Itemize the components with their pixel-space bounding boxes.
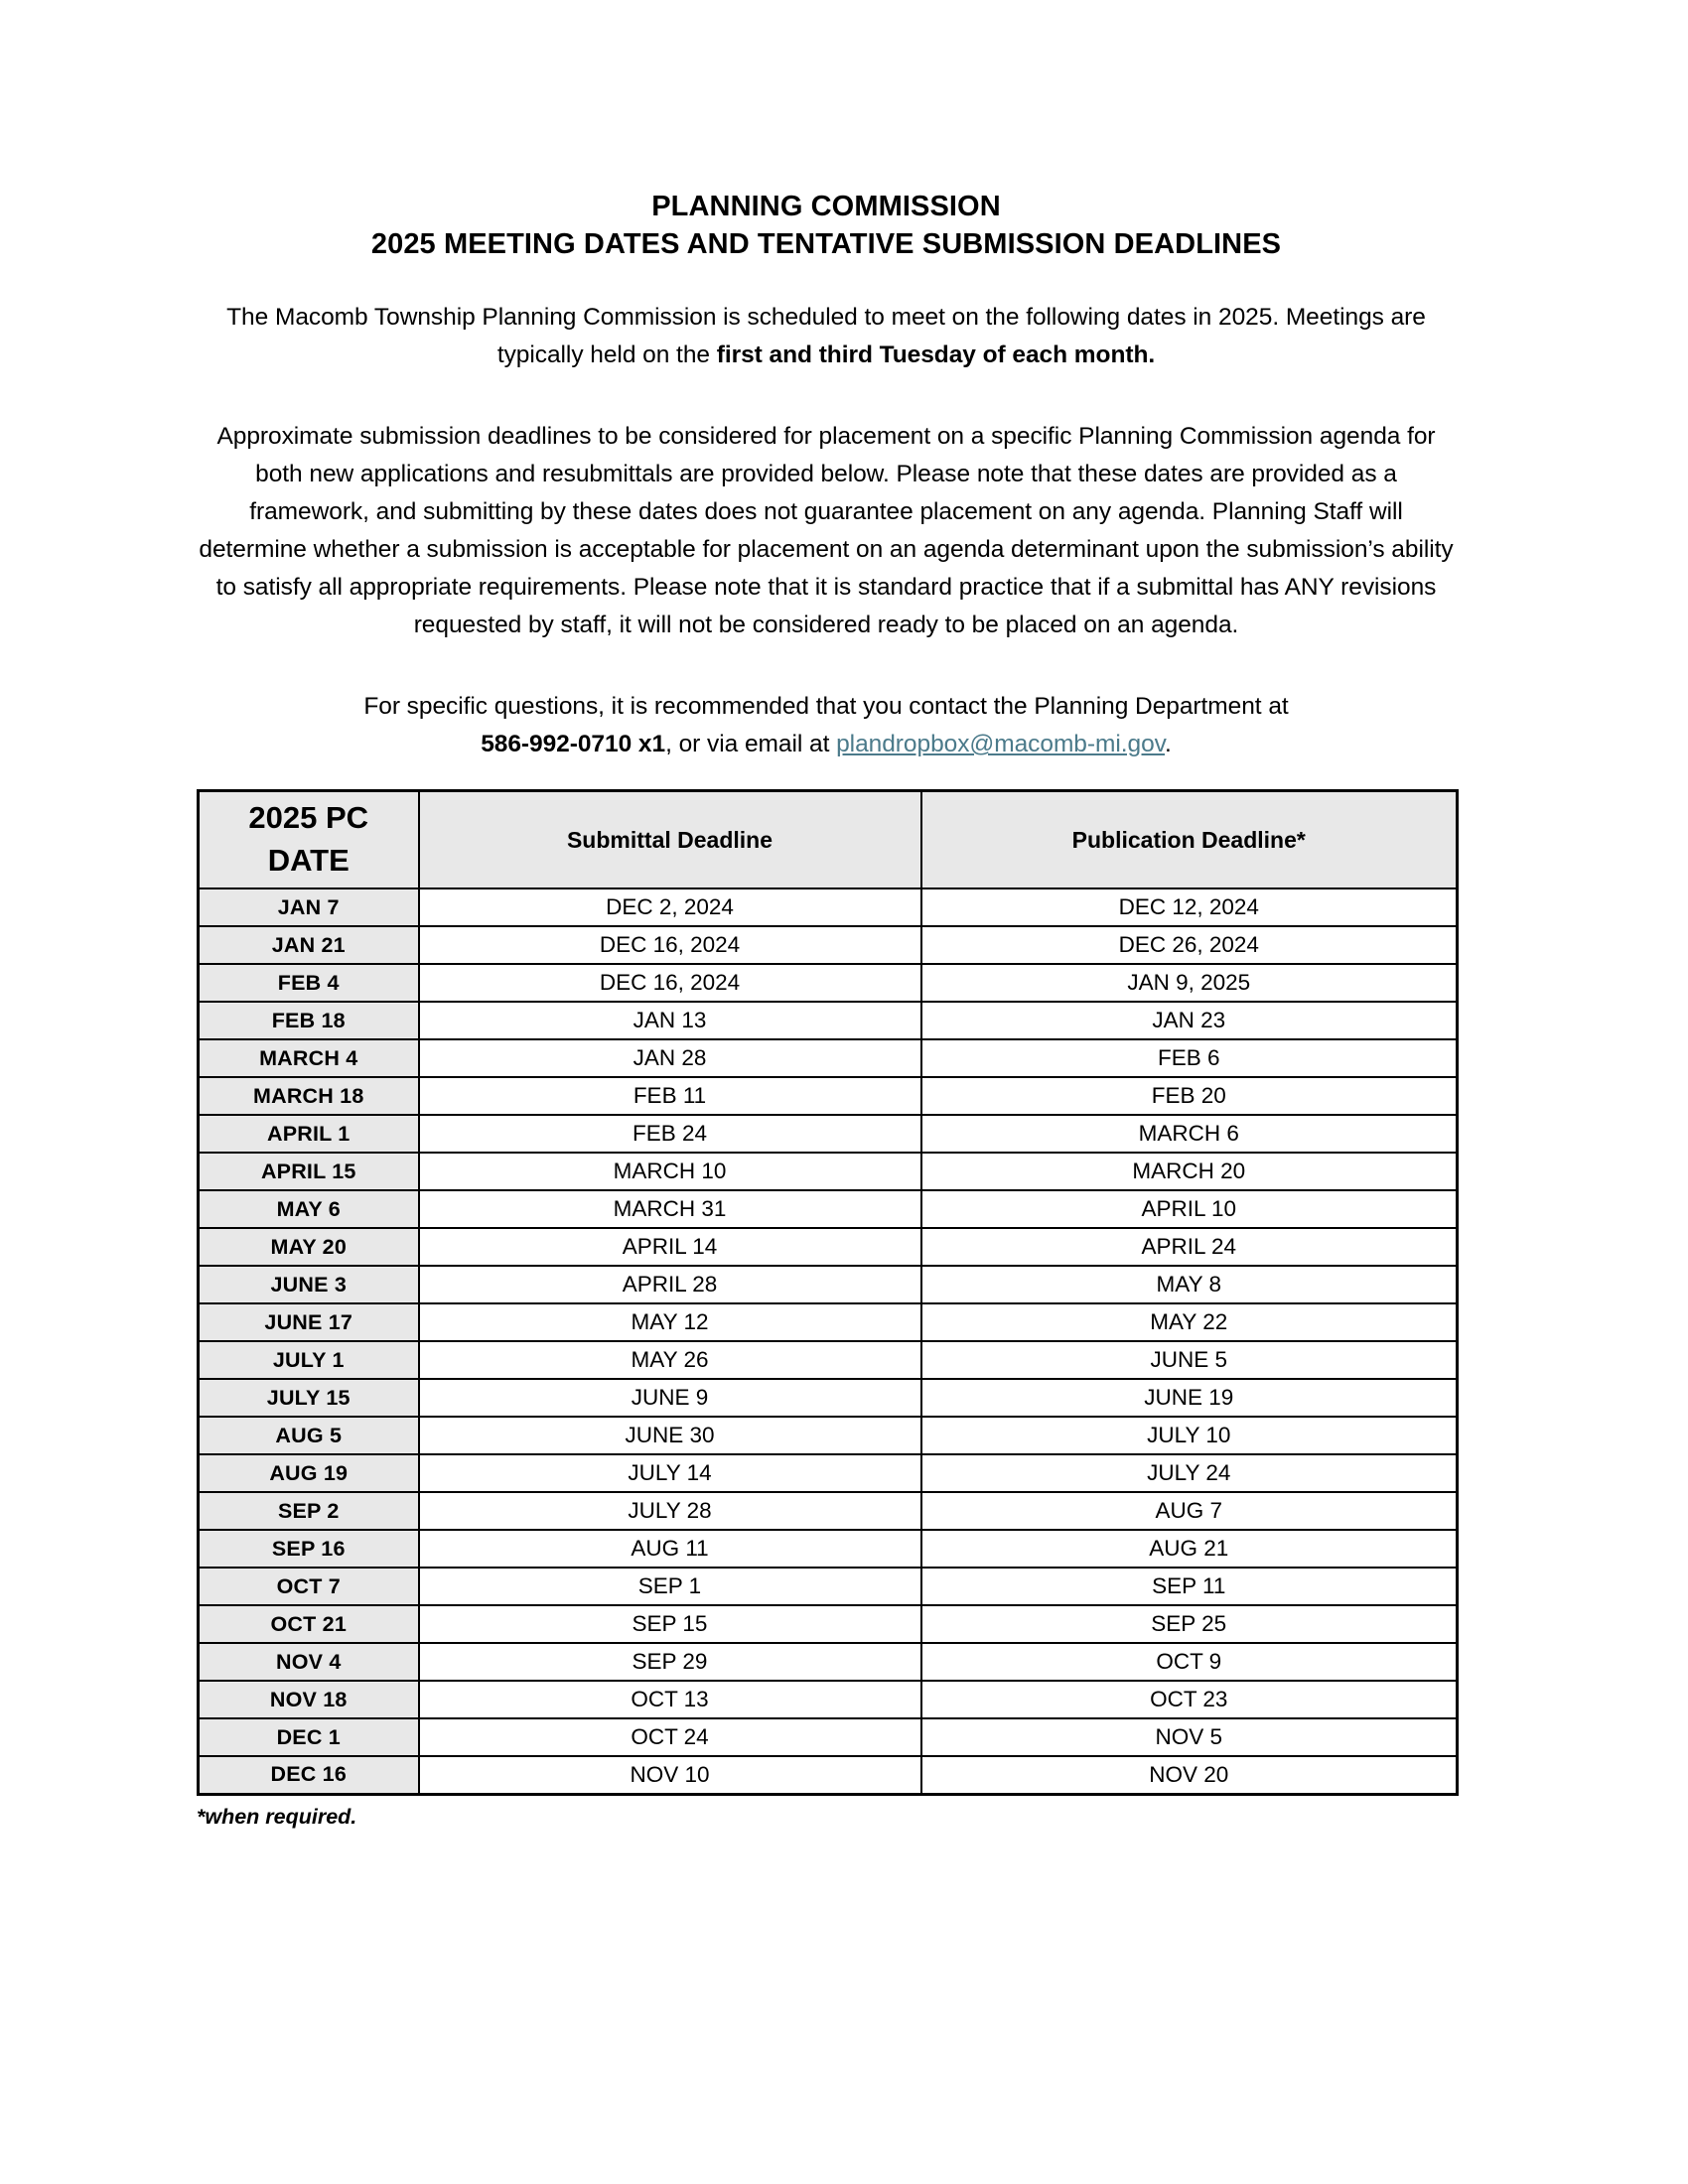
cell-publication-deadline: AUG 7 [921, 1492, 1458, 1530]
cell-publication-deadline: JAN 23 [921, 1002, 1458, 1039]
cell-publication-deadline: OCT 9 [921, 1643, 1458, 1681]
title-line-1: PLANNING COMMISSION [651, 191, 1001, 222]
intro-bold-phrase: first and third Tuesday of each month. [716, 341, 1156, 369]
contact-lead-in: For specific questions, it is recommended that you contact the Planning Department at [363, 693, 1289, 721]
cell-submittal-deadline: AUG 11 [419, 1530, 921, 1568]
table-row [199, 1341, 1458, 1379]
cell-publication-deadline: OCT 23 [921, 1681, 1458, 1718]
cell-submittal-deadline: NOV 10 [419, 1756, 921, 1794]
table-header [199, 791, 1458, 889]
table-row [199, 1605, 1458, 1643]
cell-publication-deadline: MAY 22 [921, 1303, 1458, 1341]
cell-publication-deadline: JULY 10 [921, 1417, 1458, 1454]
cell-publication-deadline: JUNE 5 [921, 1341, 1458, 1379]
contact-paragraph [197, 688, 1456, 763]
cell-submittal-deadline: OCT 24 [419, 1718, 921, 1756]
cell-submittal-deadline: JULY 28 [419, 1492, 921, 1530]
cell-submittal-deadline: APRIL 14 [419, 1228, 921, 1266]
cell-submittal-deadline: SEP 1 [419, 1568, 921, 1605]
cell-meeting-date: DEC 1 [199, 1718, 419, 1756]
cell-meeting-date: NOV 4 [199, 1643, 419, 1681]
table-row [199, 1115, 1458, 1153]
cell-publication-deadline: APRIL 24 [921, 1228, 1458, 1266]
cell-submittal-deadline: FEB 24 [419, 1115, 921, 1153]
cell-meeting-date: FEB 18 [199, 1002, 419, 1039]
cell-submittal-deadline: JULY 14 [419, 1454, 921, 1492]
cell-publication-deadline: JULY 24 [921, 1454, 1458, 1492]
cell-publication-deadline: FEB 6 [921, 1039, 1458, 1077]
cell-submittal-deadline: SEP 29 [419, 1643, 921, 1681]
title-line-2: 2025 MEETING DATES AND TENTATIVE SUBMISSION DEADLINES [370, 227, 1282, 260]
cell-submittal-deadline: DEC 16, 2024 [419, 926, 921, 964]
cell-submittal-deadline: APRIL 28 [419, 1266, 921, 1303]
cell-meeting-date: MARCH 18 [199, 1077, 419, 1115]
table-row [199, 1417, 1458, 1454]
table-row [199, 1718, 1458, 1756]
table-row [199, 926, 1458, 964]
table-row [199, 1379, 1458, 1417]
schedule-table-wrapper [197, 789, 1456, 1796]
cell-submittal-deadline: JAN 28 [419, 1039, 921, 1077]
contact-trailing-period: . [1165, 731, 1172, 758]
table-row [199, 1568, 1458, 1605]
cell-meeting-date: AUG 19 [199, 1454, 419, 1492]
table-row [199, 888, 1458, 926]
column-header-submittal: Submittal Deadline [419, 791, 921, 889]
cell-meeting-date: OCT 7 [199, 1568, 419, 1605]
cell-meeting-date: MARCH 4 [199, 1039, 419, 1077]
table-header-row [199, 791, 1458, 889]
cell-publication-deadline: SEP 11 [921, 1568, 1458, 1605]
cell-publication-deadline: SEP 25 [921, 1605, 1458, 1643]
contact-email-link[interactable]: plandropbox@macomb-mi.gov [836, 731, 1166, 758]
body-paragraph: Approximate submission deadlines to be considered for placement on a specific Planning Commission agenda for both new applications and resubmittals are provided below. Please note that these dates are provided as a framework, and submitting by these dates does not guarantee placement on any agenda. Planning Staff will determine whether a submission is acceptable for placement on an agenda determinant upon the submission’s ability to satisfy all appropriate requirements. Please note that it is standard practice that if a submittal has ANY revisions requested by staff, it will not be considered ready to be placed on an agenda. [199, 423, 1454, 639]
table-footnote: *when required. [197, 1804, 357, 1829]
cell-meeting-date: SEP 16 [199, 1530, 419, 1568]
column-header-date-line-1: 2025 PC [248, 800, 369, 836]
cell-meeting-date: MAY 6 [199, 1190, 419, 1228]
table-row [199, 1756, 1458, 1794]
intro-sentence: The Macomb Township Planning Commission is scheduled to meet on the following dates in 2025. Meetings are typically held on the [226, 304, 1426, 369]
cell-publication-deadline: MAY 8 [921, 1266, 1458, 1303]
cell-meeting-date: JUNE 3 [199, 1266, 419, 1303]
cell-meeting-date: DEC 16 [199, 1756, 419, 1794]
cell-submittal-deadline: SEP 15 [419, 1605, 921, 1643]
table-row [199, 1077, 1458, 1115]
table-row [199, 1039, 1458, 1077]
table-row [199, 1266, 1458, 1303]
cell-meeting-date: NOV 18 [199, 1681, 419, 1718]
cell-publication-deadline: AUG 21 [921, 1530, 1458, 1568]
table-row [199, 1190, 1458, 1228]
table-row [199, 1153, 1458, 1190]
cell-submittal-deadline: JUNE 9 [419, 1379, 921, 1417]
table-row [199, 1681, 1458, 1718]
cell-meeting-date: SEP 2 [199, 1492, 419, 1530]
cell-publication-deadline: APRIL 10 [921, 1190, 1458, 1228]
cell-publication-deadline: MARCH 6 [921, 1115, 1458, 1153]
cell-meeting-date: AUG 5 [199, 1417, 419, 1454]
table-row [199, 1228, 1458, 1266]
table-row [199, 1454, 1458, 1492]
cell-publication-deadline: JUNE 19 [921, 1379, 1458, 1417]
table-row [199, 964, 1458, 1002]
table-row [199, 1492, 1458, 1530]
cell-publication-deadline: JAN 9, 2025 [921, 964, 1458, 1002]
cell-submittal-deadline: FEB 11 [419, 1077, 921, 1115]
intro-paragraph [197, 299, 1456, 374]
cell-publication-deadline: MARCH 20 [921, 1153, 1458, 1190]
column-header-publication: Publication Deadline* [921, 791, 1458, 889]
cell-submittal-deadline: DEC 2, 2024 [419, 888, 921, 926]
cell-meeting-date: JUNE 17 [199, 1303, 419, 1341]
cell-publication-deadline: FEB 20 [921, 1077, 1458, 1115]
column-header-date-line-2: DATE [267, 843, 350, 879]
schedule-table [197, 789, 1459, 1796]
cell-meeting-date: MAY 20 [199, 1228, 419, 1266]
cell-meeting-date: APRIL 1 [199, 1115, 419, 1153]
document-title [197, 189, 1456, 263]
cell-submittal-deadline: JUNE 30 [419, 1417, 921, 1454]
cell-submittal-deadline: MAY 26 [419, 1341, 921, 1379]
contact-middle-text: , or via email at [665, 731, 837, 758]
document-content [197, 0, 1456, 1830]
cell-publication-deadline: NOV 5 [921, 1718, 1458, 1756]
cell-submittal-deadline: MARCH 31 [419, 1190, 921, 1228]
table-body [199, 888, 1458, 1794]
contact-phone: 586-992-0710 x1 [481, 731, 666, 758]
table-row [199, 1530, 1458, 1568]
cell-meeting-date: FEB 4 [199, 964, 419, 1002]
cell-meeting-date: JULY 1 [199, 1341, 419, 1379]
cell-publication-deadline: DEC 12, 2024 [921, 888, 1458, 926]
cell-submittal-deadline: MARCH 10 [419, 1153, 921, 1190]
cell-submittal-deadline: OCT 13 [419, 1681, 921, 1718]
cell-publication-deadline: DEC 26, 2024 [921, 926, 1458, 964]
cell-meeting-date: JAN 21 [199, 926, 419, 964]
table-row [199, 1303, 1458, 1341]
column-header-date [199, 791, 419, 889]
cell-submittal-deadline: DEC 16, 2024 [419, 964, 921, 1002]
cell-meeting-date: JULY 15 [199, 1379, 419, 1417]
cell-meeting-date: APRIL 15 [199, 1153, 419, 1190]
cell-publication-deadline: NOV 20 [921, 1756, 1458, 1794]
cell-submittal-deadline: JAN 13 [419, 1002, 921, 1039]
table-row [199, 1002, 1458, 1039]
cell-submittal-deadline: MAY 12 [419, 1303, 921, 1341]
cell-meeting-date: JAN 7 [199, 888, 419, 926]
cell-meeting-date: OCT 21 [199, 1605, 419, 1643]
table-row [199, 1643, 1458, 1681]
